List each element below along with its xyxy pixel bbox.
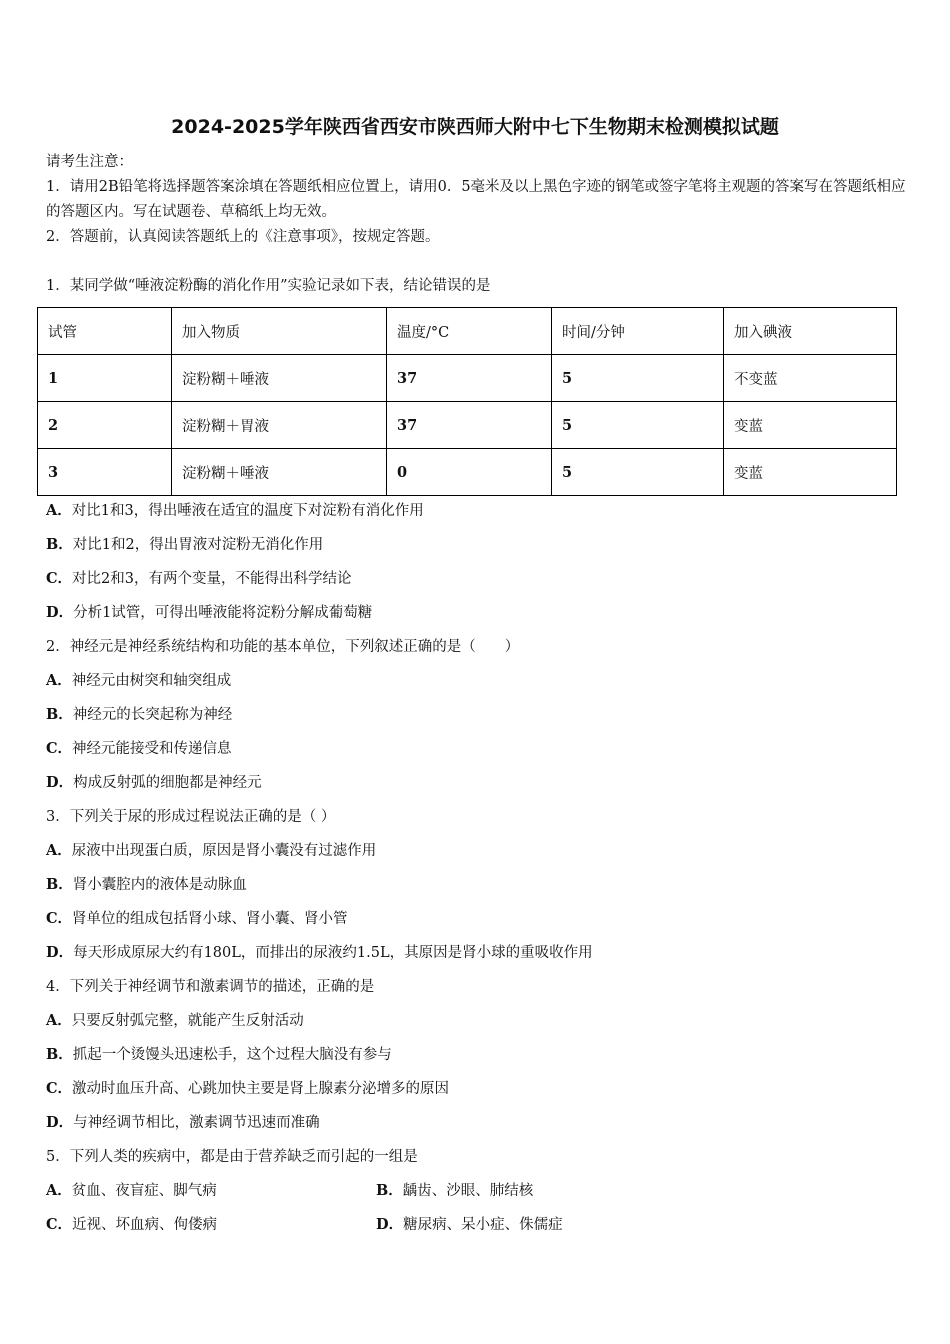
option-text: 尿液中出现蛋白质，原因是肾小囊没有过滤作用 xyxy=(71,843,377,859)
q5-option-b xyxy=(376,1181,533,1201)
option-text: 激动时血压升高、心跳加快主要是肾上腺素分泌增多的原因 xyxy=(72,1081,450,1097)
table-cell: 5 xyxy=(552,449,724,496)
option-letter: C． xyxy=(46,1216,73,1233)
q2-option-b xyxy=(46,705,232,725)
table-header-row xyxy=(38,308,897,355)
table-cell: 37 xyxy=(387,402,552,449)
q2-option-d xyxy=(46,773,262,793)
option-letter: D． xyxy=(46,944,74,961)
option-text: 只要反射弧完整，就能产生反射活动 xyxy=(71,1013,304,1029)
option-text: 分析1试管，可得出唾液能将淀粉分解成葡萄糖 xyxy=(73,605,373,621)
question-4-stem: 4．下列关于神经调节和激素调节的描述，正确的是 xyxy=(46,979,375,995)
table-header: 温度/°C xyxy=(387,308,552,355)
option-letter: A． xyxy=(46,502,72,519)
q1-option-a xyxy=(46,501,424,521)
option-letter: A． xyxy=(46,1012,72,1029)
table-cell: 0 xyxy=(387,449,552,496)
question-5-stem: 5．下列人类的疾病中，都是由于营养缺乏而引起的一组是 xyxy=(46,1149,418,1165)
option-text: 贫血、夜盲症、脚气病 xyxy=(71,1183,217,1199)
q3-option-a xyxy=(46,841,376,861)
option-text: 神经元的长突起称为神经 xyxy=(72,707,233,723)
table-cell: 3 xyxy=(38,449,172,496)
option-text: 糖尿病、呆小症、侏儒症 xyxy=(403,1217,563,1233)
option-letter: D． xyxy=(46,1114,74,1131)
notice-item-1: 1．请用2B铅笔将选择题答案涂填在答题纸相应位置上，请用0．5毫米及以上黑色字迹的钢笔或签字笔将主观题的答案写在答题纸相应的答题区内。写在试题卷、草稿纸上均无效。 xyxy=(46,179,906,220)
q1-option-b xyxy=(46,535,323,555)
table-header: 试管 xyxy=(38,308,172,355)
question-2-stem: 2．神经元是神经系统结构和功能的基本单位，下列叙述正确的是（ ） xyxy=(46,639,520,655)
option-text: 对比1和2，得出胃液对淀粉无消化作用 xyxy=(72,537,324,553)
table-cell: 淀粉糊＋唾液 xyxy=(172,449,387,496)
q5-option-a xyxy=(46,1181,217,1201)
q5-option-c xyxy=(46,1215,217,1235)
notice-item-2: 2．答题前，认真阅读答题纸上的《注意事项》，按规定答题。 xyxy=(46,229,440,245)
table-row xyxy=(38,355,897,402)
option-text: 神经元能接受和传递信息 xyxy=(72,741,232,757)
table-cell: 淀粉糊＋胃液 xyxy=(172,402,387,449)
option-text: 近视、坏血病、佝偻病 xyxy=(72,1217,218,1233)
option-letter: D． xyxy=(376,1216,404,1233)
option-letter: B． xyxy=(376,1182,403,1199)
option-text: 与神经调节相比，激素调节迅速而准确 xyxy=(73,1115,320,1131)
q4-option-d xyxy=(46,1113,320,1133)
option-text: 神经元由树突和轴突组成 xyxy=(71,673,232,689)
option-text: 构成反射弧的细胞都是神经元 xyxy=(73,775,262,791)
option-text: 抓起一个烫馒头迅速松手，这个过程大脑没有参与 xyxy=(72,1047,392,1063)
option-letter: A． xyxy=(46,1182,72,1199)
q4-option-c xyxy=(46,1079,449,1099)
notice-heading: 请考生注意： xyxy=(46,154,133,170)
option-letter: B． xyxy=(46,536,73,553)
option-letter: D． xyxy=(46,604,74,621)
table-cell: 2 xyxy=(38,402,172,449)
q2-option-a xyxy=(46,671,231,691)
q1-option-c xyxy=(46,569,352,589)
table-cell: 淀粉糊＋唾液 xyxy=(172,355,387,402)
option-text: 每天形成原尿大约有180L，而排出的尿液约1.5L，其原因是肾小球的重吸收作用 xyxy=(73,945,593,961)
table-cell: 不变蓝 xyxy=(724,355,897,402)
q3-option-c xyxy=(46,909,348,929)
option-text: 龋齿、沙眼、肺结核 xyxy=(402,1183,534,1199)
option-text: 肾小囊腔内的液体是动脉血 xyxy=(72,877,247,893)
option-letter: D． xyxy=(46,774,74,791)
q1-option-d xyxy=(46,603,372,623)
option-text: 肾单位的组成包括肾小球、肾小囊、肾小管 xyxy=(72,911,348,927)
q5-option-d xyxy=(376,1215,563,1235)
q2-option-c xyxy=(46,739,232,759)
table-cell: 5 xyxy=(552,355,724,402)
option-letter: B． xyxy=(46,1046,73,1063)
table-header: 加入物质 xyxy=(172,308,387,355)
option-letter: C． xyxy=(46,570,73,587)
q3-option-b xyxy=(46,875,247,895)
table-header: 时间/分钟 xyxy=(552,308,724,355)
table-header: 加入碘液 xyxy=(724,308,897,355)
question-1-stem: 1．某同学做“唾液淀粉酶的消化作用”实验记录如下表，结论错误的是 xyxy=(46,278,491,294)
option-letter: C． xyxy=(46,740,73,757)
page-title: 2024-2025学年陕西省西安市陕西师大附中七下生物期末检测模拟试题 xyxy=(171,116,779,138)
q3-option-d xyxy=(46,943,593,963)
option-letter: C． xyxy=(46,910,73,927)
q4-option-a xyxy=(46,1011,304,1031)
option-letter: B． xyxy=(46,706,73,723)
option-letter: A． xyxy=(46,842,72,859)
question-3-stem: 3．下列关于尿的形成过程说法正确的是（ ） xyxy=(46,809,336,825)
table-cell: 5 xyxy=(552,402,724,449)
table-row xyxy=(38,402,897,449)
q4-option-b xyxy=(46,1045,392,1065)
experiment-table xyxy=(37,307,897,496)
option-text: 对比2和3，有两个变量，不能得出科学结论 xyxy=(72,571,352,587)
table-row xyxy=(38,449,897,496)
table-cell: 1 xyxy=(38,355,172,402)
table-cell: 变蓝 xyxy=(724,449,897,496)
table-cell: 变蓝 xyxy=(724,402,897,449)
option-text: 对比1和3，得出唾液在适宜的温度下对淀粉有消化作用 xyxy=(71,503,424,519)
option-letter: C． xyxy=(46,1080,73,1097)
option-letter: B． xyxy=(46,876,73,893)
option-letter: A． xyxy=(46,672,72,689)
table-cell: 37 xyxy=(387,355,552,402)
